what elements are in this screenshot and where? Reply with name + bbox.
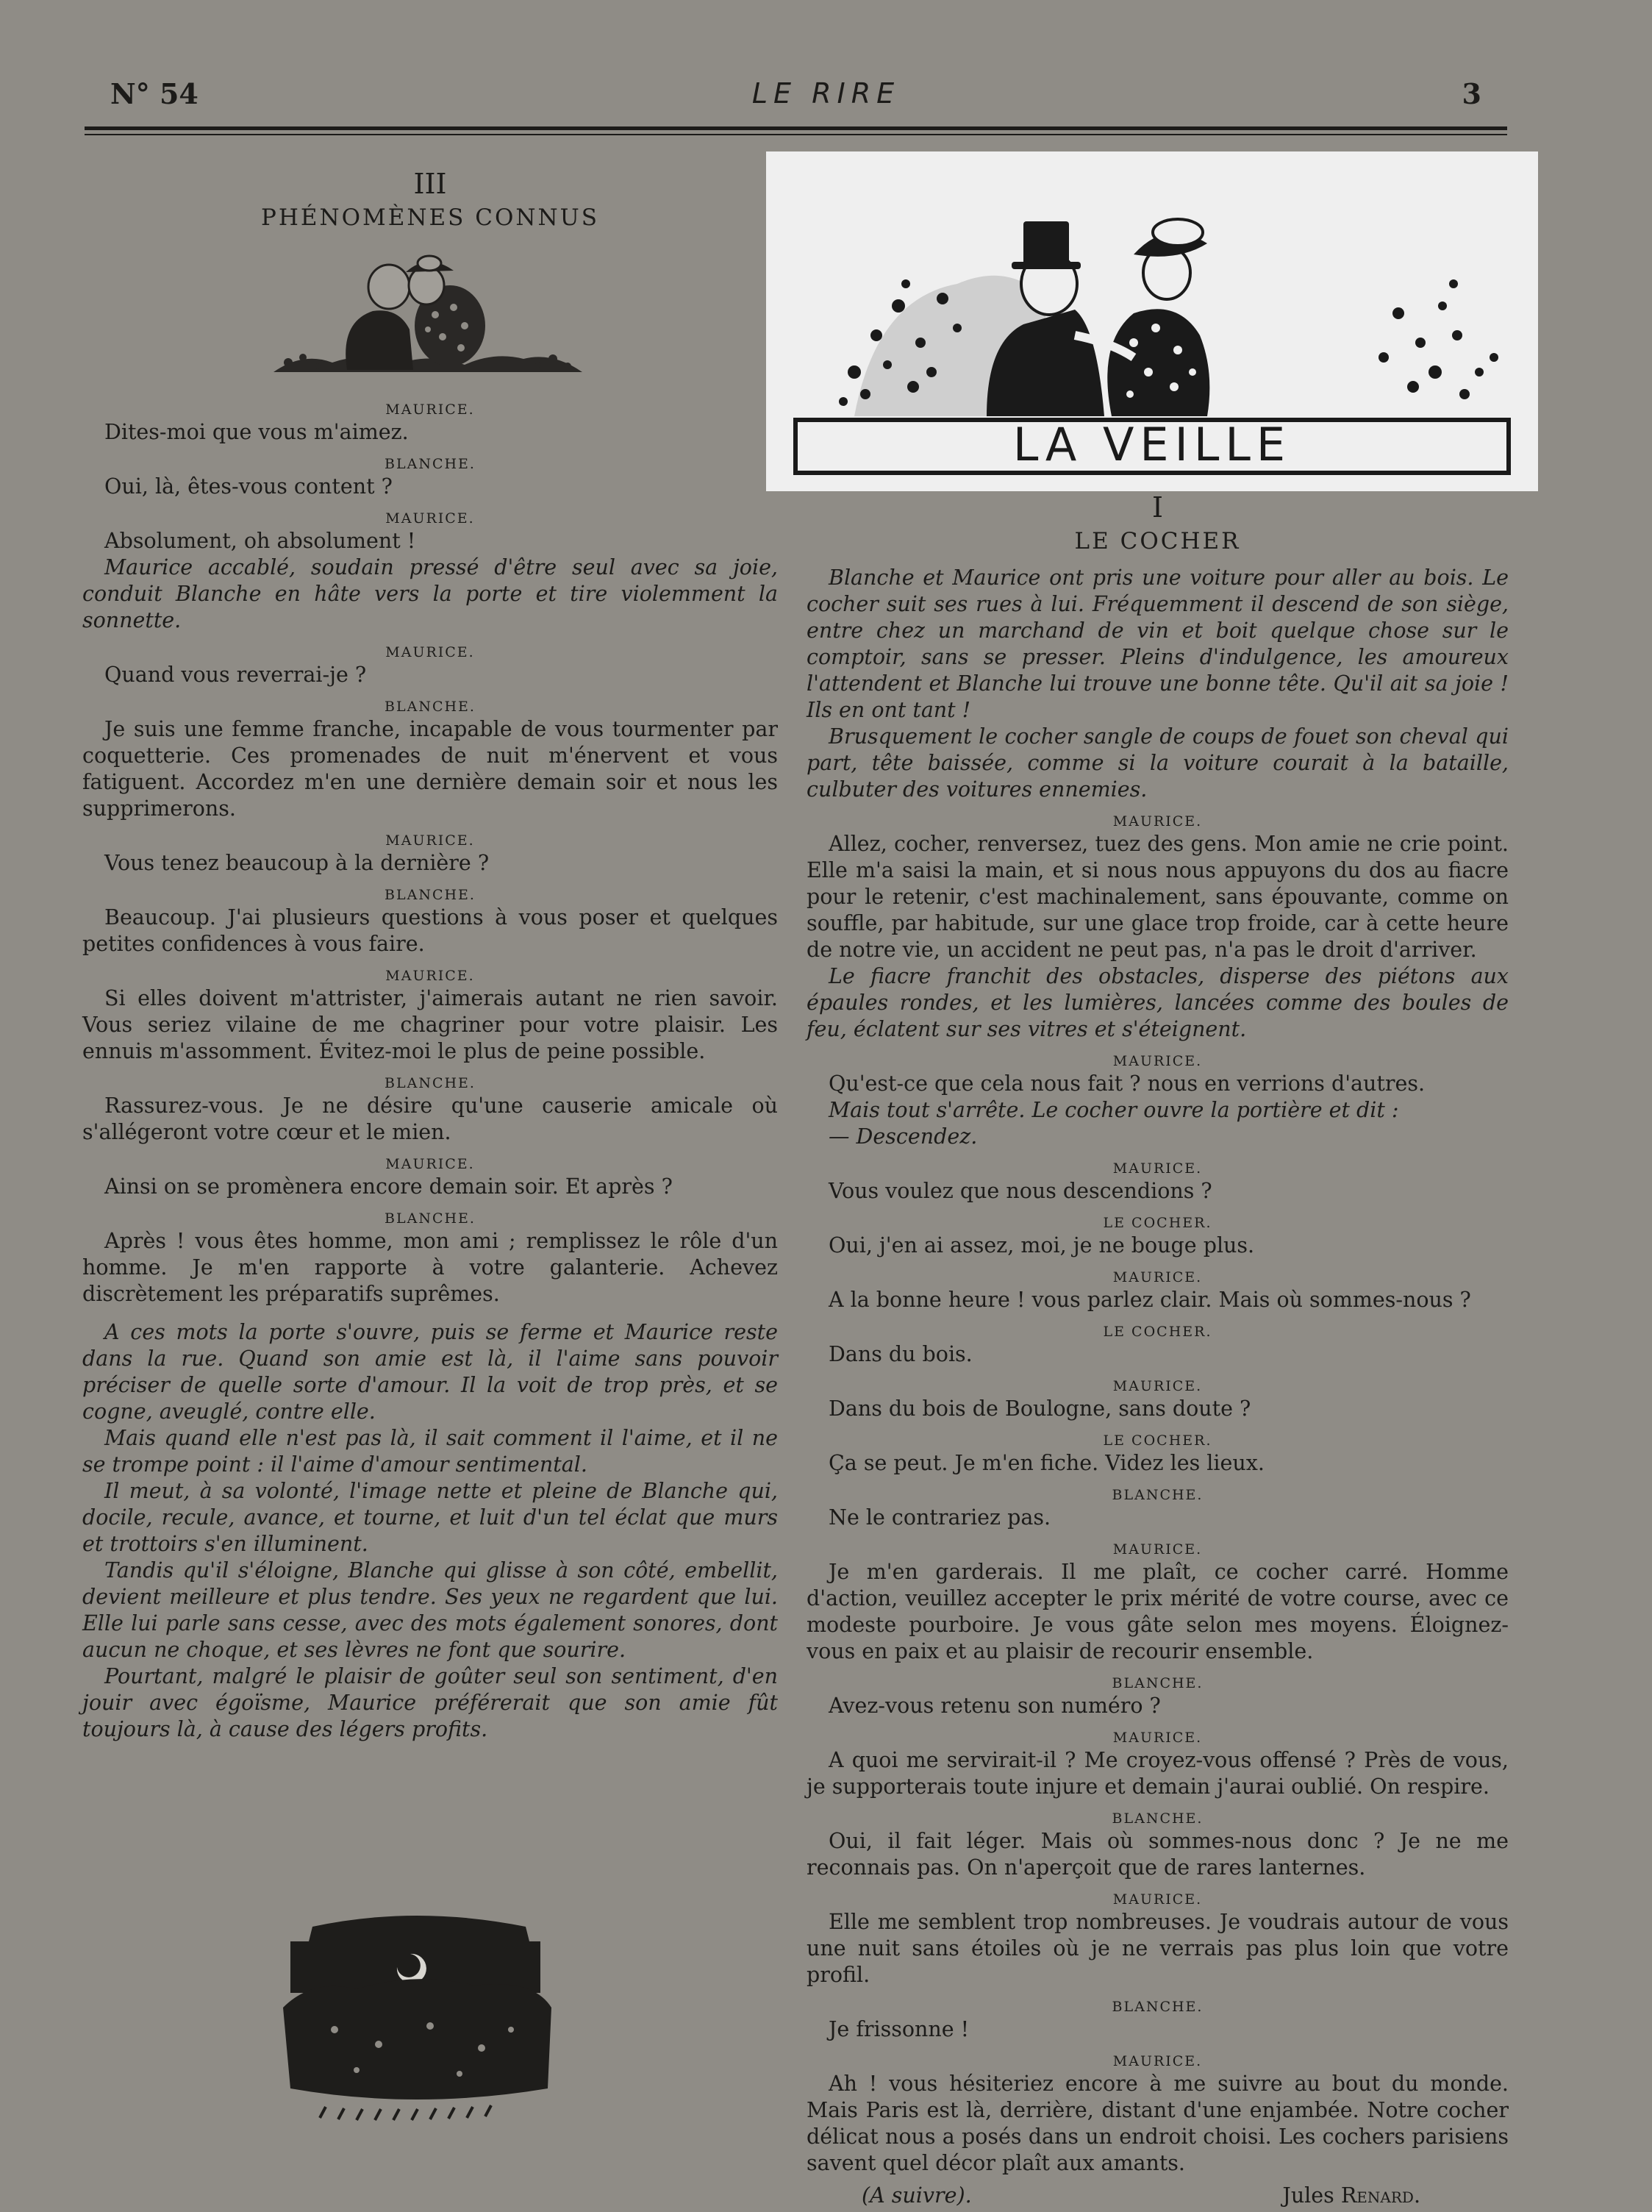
speaker-name: MAURICE. (1112, 1891, 1203, 1908)
speaker-name: BLANCHE. (385, 456, 476, 472)
stage-direction: Il meut, à sa volonté, l'image nette et pleine de Blanche qui, docile, recule, avance, et tourne, et luit d'un tel éclat que murs et trottoirs s'en illuminent. (82, 1479, 778, 1556)
dialogue-line: Je m'en garderais. Il me plaît, ce cocher carré. Homme d'action, veuillez accepter le prix mérité de votre course, avec ce modeste pourboire. Je vous gâte selon mes moyens. Éloignez-vous en paix et au plaisir de recourir ensemble. (807, 1560, 1509, 1663)
dialogue-line: A quoi me servirait-il ? Me croyez-vous offensé ? Près de vous, je supporterais toute injure et demain j'aurai oublié. On respire. (807, 1748, 1509, 1799)
speaker-name: LE COCHER. (1103, 1324, 1212, 1340)
speaker-name: MAURICE. (1112, 1160, 1203, 1177)
dialogue-line: Après ! vous êtes homme, mon ami ; remplissez le rôle d'un homme. Je m'en rapporte à votre galanterie. Achevez discrètement les préparatifs suprêmes. (82, 1229, 778, 1306)
stage-direction: Mais tout s'arrête. Le cocher ouvre la portière et dit : (829, 1098, 1399, 1122)
right-text (807, 565, 1509, 2177)
speaker-name: BLANCHE. (385, 1075, 476, 1091)
header-rule-thin (85, 134, 1507, 135)
stage-direction: Maurice accablé, soudain pressé d'être seul avec sa joie, conduit Blanche en hâte vers la porte et tire violemment la sonnette. (82, 555, 778, 632)
dialogue-line: Vous tenez beaucoup à la dernière ? (104, 851, 490, 875)
chapter-title: PHÉNOMÈNES CONNUS (260, 204, 600, 231)
issue-number: N° 54 (110, 77, 199, 110)
speaker-name: MAURICE. (1112, 2053, 1203, 2069)
dialogue-line: Dans du bois de Boulogne, sans doute ? (829, 1396, 1251, 1421)
dialogue-line: Beaucoup. J'ai plusieurs questions à vous poser et quelques petites confidences à vous faire. (82, 905, 778, 956)
author-first-name: Jules (1282, 2183, 1334, 2208)
dialogue-line: Allez, cocher, renversez, tuez des gens. Mon amie ne crie point. Elle m'a saisi la main, et si nous nous appuyons du dos au fiacre pour le retenir, c'est machinalement, sans épouvante, comme on souffle, par habitude, sur une glace trop froide, car à cette heure de notre vie, un accident ne peut pas, n'a pas le droit d'arriver. (807, 832, 1509, 962)
dialogue-line: Ah ! vous hésiteriez encore à me suivre au bout du monde. Mais Paris est là, derrière, distant d'une enjambée. Notre cocher délicat nous a posés dans un endroit choisi. Les cochers parisiens savent quel décor plaît aux amants. (807, 2072, 1509, 2175)
dialogue-line: Dans du bois. (829, 1342, 973, 1366)
chapter-title: LE COCHER (1074, 528, 1241, 554)
dialogue-line: Quand vous reverrai-je ? (104, 663, 367, 687)
journal-title: LE RIRE (751, 77, 901, 110)
speaker-name: BLANCHE. (1112, 1487, 1204, 1503)
speaker-name: MAURICE. (385, 1156, 475, 1172)
dialogue-line: Oui, il fait léger. Mais où sommes-nous donc ? Je ne me reconnais pas. On n'aperçoit que de rares lanternes. (807, 1829, 1509, 1880)
author-signature (1282, 2183, 1420, 2209)
right-column (807, 491, 1509, 2212)
dialogue-line: Oui, là, êtes-vous content ? (104, 474, 393, 499)
dialogue-line: Avez-vous retenu son numéro ? (829, 1694, 1161, 1718)
speaker-name: MAURICE. (385, 402, 475, 418)
speaker-name: BLANCHE. (1112, 1999, 1204, 2015)
speaker-name: MAURICE. (385, 510, 475, 527)
chapter-number: III (413, 168, 447, 200)
speaker-name: BLANCHE. (1112, 1810, 1204, 1827)
stage-direction: Blanche et Maurice ont pris une voiture pour aller au bois. Le cocher suit ses rues à lui. Fréquemment il descend de son siège, entre chez un marchand de vin et boit quelque chose sur le comptoir, sans se presser. Pleins d'indulgence, les amoureux l'attendent et Blanche lui trouve une bonne tête. Qu'il ait sa joie ! Ils en ont tant ! (807, 566, 1509, 722)
couple-illustration (82, 241, 778, 388)
speaker-name: BLANCHE. (385, 887, 476, 903)
speaker-name: LE COCHER. (1103, 1215, 1212, 1231)
chapter-number: I (1151, 491, 1163, 524)
speaker-name: MAURICE. (1112, 1730, 1203, 1746)
dialogue-line: A la bonne heure ! vous parlez clair. Mais où sommes-nous ? (829, 1288, 1471, 1312)
dialogue-line: Ainsi on se promènera encore demain soir. Et après ? (104, 1174, 673, 1199)
dialogue-line: Qu'est-ce que cela nous fait ? nous en verrions d'autres. (829, 1071, 1426, 1096)
stage-direction: Le fiacre franchit des obstacles, disperse des piétons aux épaules rondes, et les lumières, lancées comme des boules de feu, éclatent sur ses vitres et s'éteignent. (807, 964, 1509, 1041)
speaker-name: MAURICE. (385, 968, 475, 984)
page-number: 3 (1462, 77, 1481, 110)
speaker-name: MAURICE. (1112, 1053, 1203, 1069)
dialogue-line: Rassurez-vous. Je ne désire qu'une causerie amicale où s'allégeront votre cœur et le mien. (82, 1093, 778, 1144)
left-text (82, 400, 778, 1743)
stage-direction: A ces mots la porte s'ouvre, puis se ferme et Maurice reste dans la rue. Quand son amie est là, il l'aime sans pouvoir préciser de quelle sorte d'amour. Il la voit de trop près, et se cogne, aveuglé, contre elle. (82, 1320, 778, 1424)
signature-row (807, 2183, 1509, 2212)
to-be-continued: (A suivre). (862, 2183, 972, 2208)
speaker-name: MAURICE. (385, 644, 475, 660)
left-column (82, 168, 778, 1743)
paragraph-gap (82, 1307, 778, 1319)
dialogue-line: Ne le contrariez pas. (829, 1505, 1051, 1530)
speaker-name: LE COCHER. (1103, 1433, 1212, 1449)
dialogue-line: Vous voulez que nous descendions ? (829, 1179, 1212, 1203)
author-last-name: Renard. (1340, 2183, 1420, 2208)
speaker-name: MAURICE. (1112, 1269, 1203, 1285)
dialogue-line: Elle me semblent trop nombreuses. Je voudrais autour de vous une nuit sans étoiles où je ne verrais pas plus loin que votre profil. (807, 1910, 1509, 1987)
header-rule (85, 126, 1507, 130)
stage-direction: — Descendez. (829, 1124, 978, 1149)
la-veille-banner (766, 151, 1538, 491)
speaker-name: BLANCHE. (1112, 1675, 1204, 1691)
dialogue-line: Dites-moi que vous m'aimez. (104, 420, 409, 444)
speaker-name: MAURICE. (1112, 1378, 1203, 1394)
dialogue-line: Ça se peut. Je m'en fiche. Videz les lieux. (829, 1451, 1265, 1475)
dialogue-line: Absolument, oh absolument ! (104, 529, 416, 553)
stage-direction: Brusquement le cocher sangle de coups de fouet son cheval qui part, tête baissée, comme si la voiture courait à la bataille, culbuter des voitures ennemies. (807, 724, 1509, 802)
speaker-name: BLANCHE. (385, 1210, 476, 1227)
speaker-name: MAURICE. (1112, 813, 1203, 830)
dialogue-line: Je frissonne ! (829, 2017, 970, 2041)
stage-direction: Tandis qu'il s'éloigne, Blanche qui glisse à son côté, embellit, devient meilleure et plus tendre. Ses yeux ne regardent que lui. Elle lui parle sans cesse, avec des mots également sonores, dont aucun ne choque, et ses lèvres ne font que sourire. (82, 1558, 778, 1662)
speaker-name: MAURICE. (1112, 1541, 1203, 1558)
dialogue-line: Je suis une femme franche, incapable de vous tourmenter par coquetterie. Ces promenades de nuit m'énervent et vous fatiguent. Accordez m'en une dernière demain soir et nous les supprimerons. (82, 717, 778, 821)
stage-direction: Pourtant, malgré le plaisir de goûter seul son sentiment, d'en jouir avec égoïsme, Maurice préférerait que son amie fût toujours là, à cause des légers profits. (82, 1664, 778, 1741)
night-illustration (268, 1897, 562, 2133)
speaker-name: BLANCHE. (385, 699, 476, 715)
dialogue-line: Oui, j'en ai assez, moi, je ne bouge plus. (829, 1233, 1255, 1257)
stage-direction: Mais quand elle n'est pas là, il sait comment il l'aime, et il ne se trompe point : il l'aime d'amour sentimental. (82, 1426, 778, 1477)
dialogue-line: Si elles doivent m'attrister, j'aimerais autant ne rien savoir. Vous seriez vilaine de me chagriner pour votre plaisir. Les ennuis m'assomment. Évitez-moi le plus de peine possible. (82, 986, 778, 1063)
banner-title: LA VEILLE (1012, 418, 1292, 471)
speaker-name: MAURICE. (385, 832, 475, 849)
